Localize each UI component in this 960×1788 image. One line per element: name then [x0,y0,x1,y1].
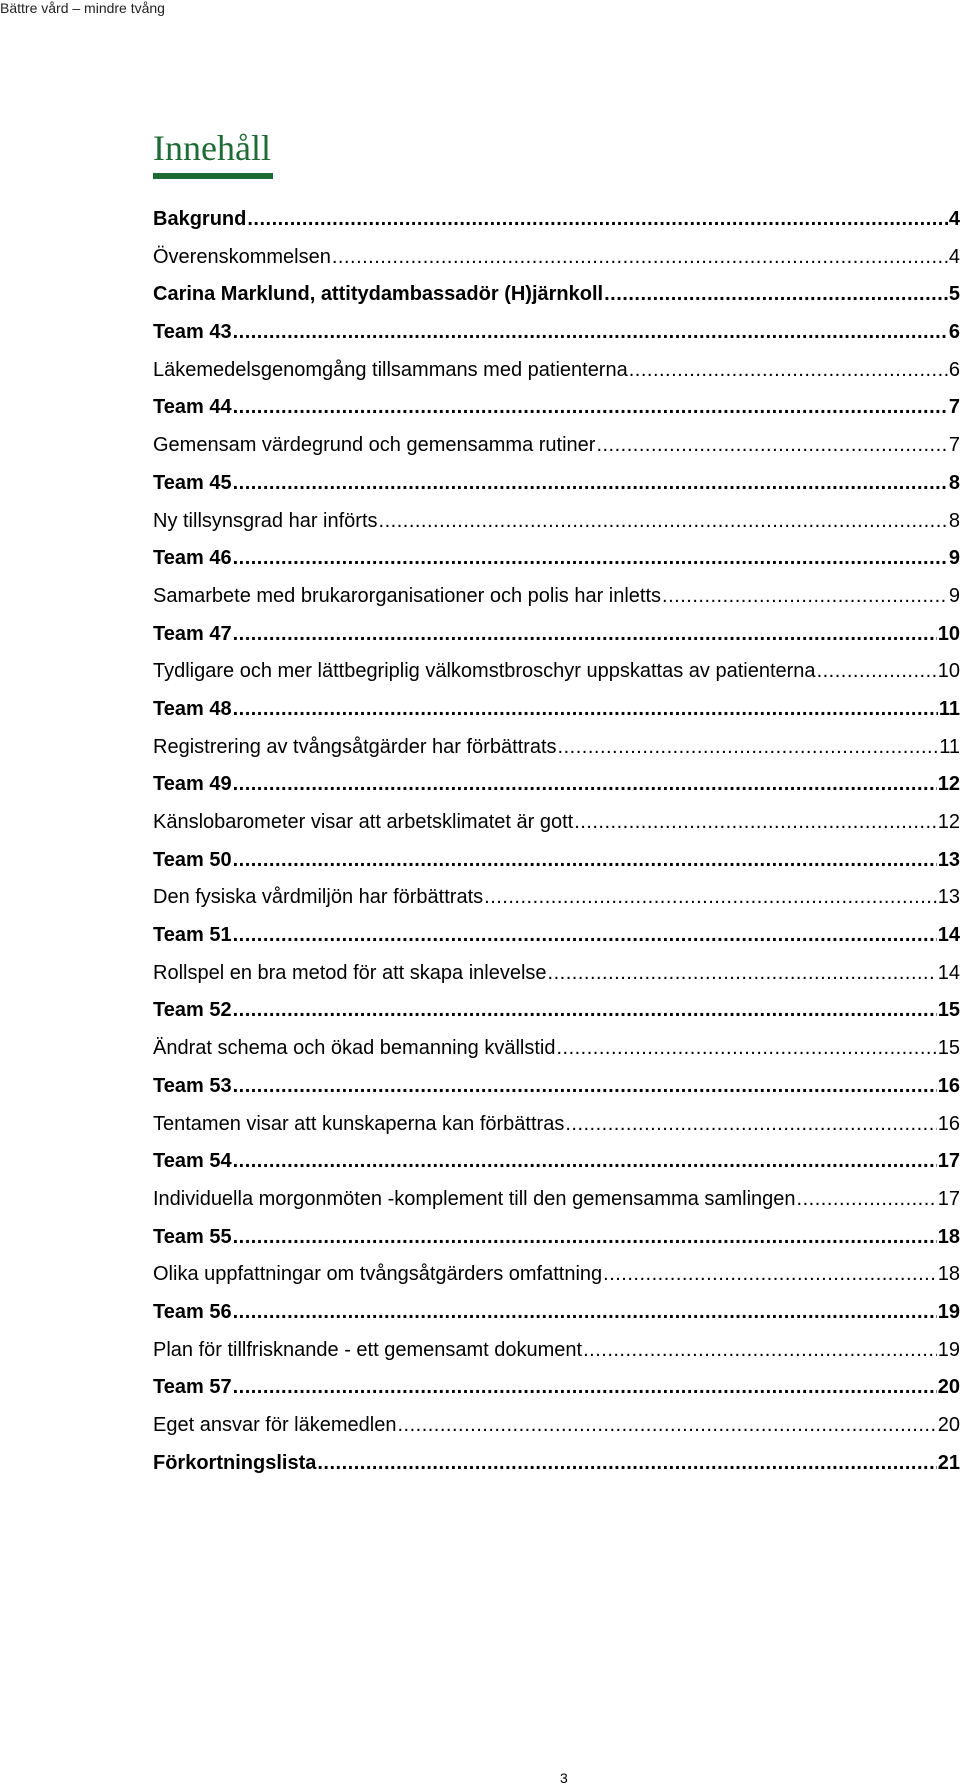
toc-entry[interactable] [153,845,960,883]
toc-dot-leader [247,204,948,234]
toc-entry[interactable] [153,995,960,1033]
toc-entry-title: Team 54 [153,1150,232,1173]
toc-entry[interactable] [153,920,960,958]
toc-dot-leader [583,1335,937,1365]
toc-entry-title: Team 47 [153,622,232,645]
toc-entry-title: Team 57 [153,1376,232,1399]
toc-entry[interactable] [153,1372,960,1410]
title-underline [153,173,273,179]
toc-dot-leader [233,392,948,422]
toc-entry[interactable] [153,1109,960,1147]
toc-entry-title: Individuella morgonmöten -komplement till den gemensamma samlingen [153,1187,796,1210]
toc-entry-title: Den fysiska vårdmiljön har förbättrats [153,886,484,909]
toc-dot-leader [233,543,948,573]
toc-entry[interactable] [153,694,960,732]
table-of-contents [153,204,960,1485]
toc-entry[interactable] [153,392,960,430]
toc-entry-title: Läkemedelsgenomgång tillsammans med patienterna [153,358,628,381]
toc-entry-page-number: 20 [937,1414,960,1436]
toc-entry-title: Rollspel en bra metod för att skapa inlevelse [153,961,547,984]
toc-entry-title: Ändrat schema och ökad bemanning kvällstid [153,1037,556,1060]
toc-entry-title: Team 43 [153,321,232,344]
toc-entry-page-number: 7 [948,434,960,457]
toc-entry-page-number: 13 [937,848,960,871]
toc-entry[interactable] [153,807,960,845]
toc-entry-page-number: 14 [937,961,960,984]
toc-entry-title: Team 49 [153,773,232,796]
toc-entry-page-number: 4 [948,245,960,268]
toc-entry[interactable] [153,1184,960,1222]
toc-entry-page-number: 19 [937,1300,960,1323]
toc-entry[interactable] [153,242,960,280]
toc-title: Innehåll [153,128,271,168]
toc-entry-title: Olika uppfattningar om tvångsåtgärders omfattning [153,1263,603,1286]
toc-dot-leader [233,1146,937,1176]
toc-entry[interactable] [153,1410,960,1448]
toc-entry[interactable] [153,1448,960,1486]
toc-entry[interactable] [153,656,960,694]
toc-entry-title: Gemensam värdegrund och gemensamma rutiner [153,434,596,457]
toc-entry-page-number: 13 [937,886,960,909]
toc-entry-title: Team 45 [153,471,232,494]
toc-dot-leader [233,845,937,875]
toc-entry-page-number: 18 [937,1225,960,1248]
toc-entry[interactable] [153,732,960,770]
toc-entry-title: Team 52 [153,999,232,1022]
toc-entry-title: Ny tillsynsgrad har införts [153,509,378,532]
toc-dot-leader [233,1071,937,1101]
toc-entry-page-number: 14 [937,924,960,947]
toc-dot-leader [603,1259,937,1289]
toc-entry-page-number: 19 [937,1338,960,1361]
toc-entry[interactable] [153,1146,960,1184]
toc-dot-leader [233,317,948,347]
toc-dot-leader [797,1184,937,1214]
toc-dot-leader [233,995,937,1025]
page-number: 3 [560,1770,568,1786]
toc-entry-page-number: 17 [937,1150,960,1173]
toc-entry-page-number: 8 [948,509,960,532]
toc-entry[interactable] [153,543,960,581]
toc-entry[interactable] [153,619,960,657]
toc-entry-title: Team 51 [153,924,232,947]
toc-entry-title: Överenskommelsen [153,245,331,268]
toc-entry-page-number: 12 [937,773,960,796]
toc-dot-leader [233,1372,937,1402]
toc-entry-title: Tydligare och mer lättbegriplig välkomstbroschyr uppskattas av patienterna [153,660,816,683]
toc-entry[interactable] [153,958,960,996]
toc-dot-leader [332,242,948,272]
toc-entry-page-number: 16 [937,1112,960,1135]
toc-entry-page-number: 10 [937,660,960,683]
toc-entry-page-number: 5 [948,283,960,306]
toc-dot-leader [317,1448,936,1478]
toc-entry[interactable] [153,468,960,506]
toc-entry-title: Plan för tillfrisknande - ett gemensamt dokument [153,1338,583,1361]
toc-entry-page-number: 9 [948,584,960,607]
toc-entry-title: Team 48 [153,697,232,720]
toc-entry[interactable] [153,204,960,242]
toc-entry-title: Carina Marklund, attitydambassadör (H)järnkoll [153,283,604,306]
toc-entry-page-number: 4 [948,208,960,230]
toc-dot-leader [233,468,948,498]
toc-dot-leader [596,430,947,460]
toc-entry-page-number: 15 [937,999,960,1022]
toc-dot-leader [556,1033,936,1063]
toc-entry-page-number: 6 [948,321,960,344]
toc-dot-leader [233,694,938,724]
toc-entry[interactable] [153,1222,960,1260]
toc-dot-leader [662,581,948,611]
toc-entry-page-number: 11 [939,735,960,758]
toc-entry-page-number: 8 [948,471,960,494]
toc-dot-leader [604,279,948,309]
toc-dot-leader [397,1410,936,1440]
toc-entry[interactable] [153,1297,960,1335]
toc-dot-leader [574,807,937,837]
toc-entry-title: Team 55 [153,1225,232,1248]
toc-dot-leader [233,769,937,799]
toc-entry-title: Team 44 [153,396,232,419]
toc-entry-page-number: 9 [948,547,960,570]
toc-dot-leader [379,506,948,536]
toc-entry[interactable] [153,1071,960,1109]
toc-dot-leader [629,355,948,385]
toc-dot-leader [233,619,937,649]
toc-entry[interactable] [153,506,960,544]
running-header: Bättre vård – mindre tvång [0,0,165,16]
toc-dot-leader [484,882,937,912]
toc-entry-page-number: 21 [937,1451,960,1474]
toc-entry-title: Registrering av tvångsåtgärder har förbättrats [153,735,557,758]
toc-entry[interactable] [153,581,960,619]
toc-entry-title: Team 53 [153,1074,232,1097]
toc-dot-leader [558,732,939,762]
toc-entry-page-number: 17 [937,1187,960,1210]
toc-entry-title: Team 46 [153,547,232,570]
toc-entry-title: Tentamen visar att kunskaperna kan förbättras [153,1112,565,1135]
toc-entry[interactable] [153,317,960,355]
toc-entry-page-number: 12 [937,811,960,833]
toc-entry-title: Team 56 [153,1300,232,1323]
toc-entry[interactable] [153,1033,960,1071]
toc-entry[interactable] [153,1259,960,1297]
toc-entry-page-number: 18 [937,1263,960,1286]
toc-dot-leader [565,1109,936,1139]
toc-entry-page-number: 6 [948,358,960,381]
toc-entry-page-number: 16 [937,1074,960,1097]
toc-entry[interactable] [153,279,960,317]
toc-entry-page-number: 15 [937,1037,960,1060]
toc-entry[interactable] [153,882,960,920]
toc-entry-title: Känslobarometer visar att arbetsklimatet är gott [153,811,574,833]
toc-entry[interactable] [153,1335,960,1373]
toc-entry-title: Bakgrund [153,208,247,230]
toc-entry-page-number: 10 [937,622,960,645]
toc-entry[interactable] [153,769,960,807]
toc-dot-leader [233,920,937,950]
toc-entry-page-number: 7 [948,396,960,419]
toc-entry-title: Förkortningslista [153,1451,317,1474]
toc-entry-title: Samarbete med brukarorganisationer och polis har inletts [153,584,662,607]
toc-entry-page-number: 20 [937,1376,960,1399]
toc-dot-leader [233,1297,937,1327]
toc-dot-leader [817,656,937,686]
toc-entry-page-number: 11 [938,697,960,720]
toc-entry[interactable] [153,355,960,393]
toc-dot-leader [233,1222,937,1252]
toc-dot-leader [548,958,937,988]
toc-entry-title: Eget ansvar för läkemedlen [153,1414,397,1436]
toc-entry-title: Team 50 [153,848,232,871]
toc-entry[interactable] [153,430,960,468]
